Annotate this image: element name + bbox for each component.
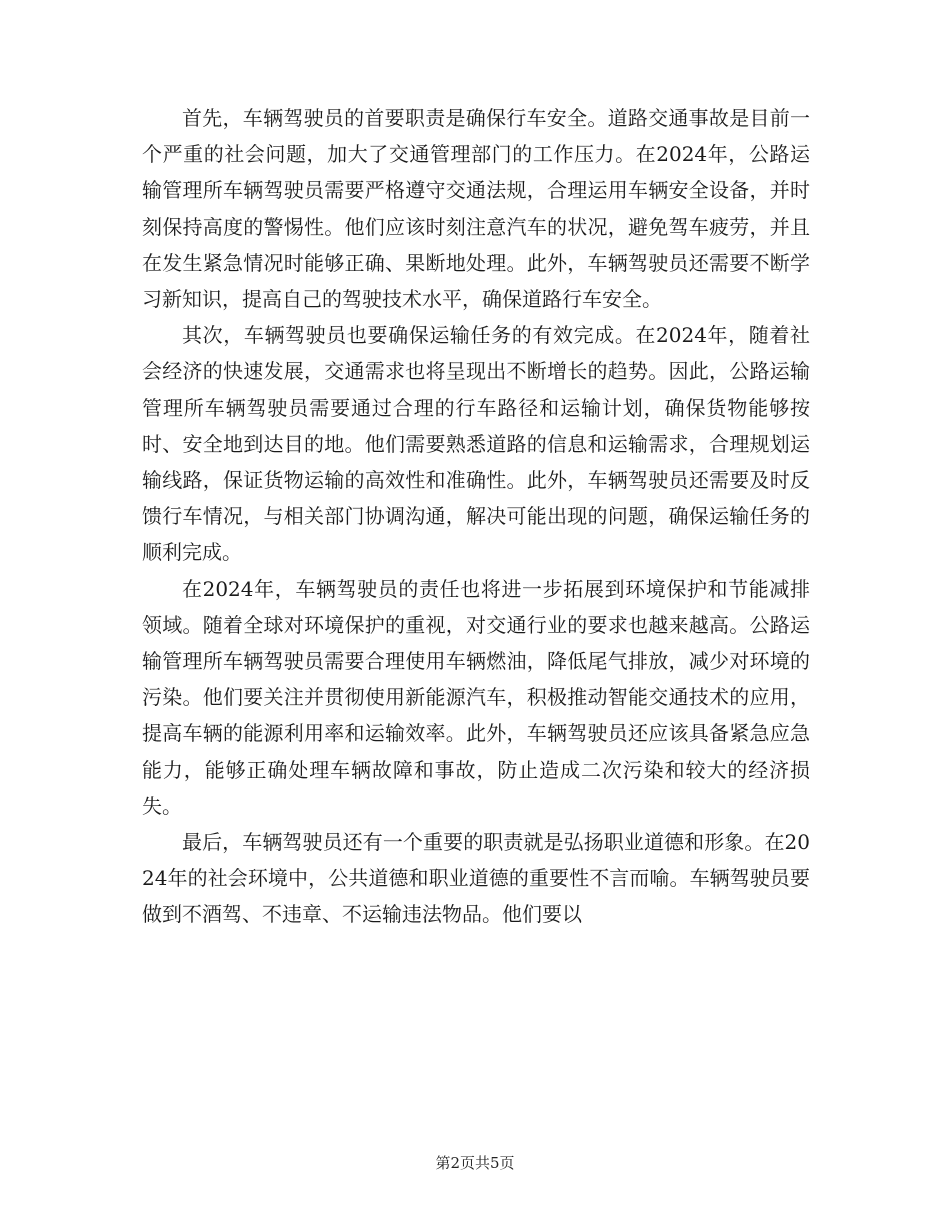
- paragraph-1: 首先，车辆驾驶员的首要职责是确保行车安全。道路交通事故是目前一个严重的社会问题，加大了交通管理部门的工作压力。在2024年，公路运输管理所车辆驾驶员需要严格遵守交通法规，合理运用车辆安全设备，并时刻保持高度的警惕性。他们应该时刻注意汽车的状况，避免驾车疲劳，并且在发生紧急情况时能够正确、果断地处理。此外，车辆驾驶员还需要不断学习新知识，提高自己的驾驶技术水平，确保道路行车安全。: [142, 106, 810, 312]
- page-number-footer: 第2页共5页: [435, 1154, 515, 1172]
- paragraph-2: 其次，车辆驾驶员也要确保运输任务的有效完成。在2024年，随着社会经济的快速发展，交通需求也将呈现出不断增长的趋势。因此，公路运输管理所车辆驾驶员需要通过合理的行车路径和运输计划，确保货物能够按时、安全地到达目的地。他们需要熟悉道路的信息和运输需求，合理规划运输线路，保证货物运输的高效性和准确性。此外，车辆驾驶员还需要及时反馈行车情况，与相关部门协调沟通，解决可能出现的问题，确保运输任务的顺利完成。: [142, 323, 810, 565]
- paragraph-4: 最后，车辆驾驶员还有一个重要的职责就是弘扬职业道德和形象。在2024年的社会环境中，公共道德和职业道德的重要性不言而喻。车辆驾驶员要做到不酒驾、不违章、不运输违法物品。他们要以: [142, 830, 810, 927]
- paragraph-3: 在2024年，车辆驾驶员的责任也将进一步拓展到环境保护和节能减排领域。随着全球对环境保护的重视，对交通行业的要求也越来越高。公路运输管理所车辆驾驶员需要合理使用车辆燃油，降低尾气排放，减少对环境的污染。他们要关注并贯彻使用新能源汽车，积极推动智能交通技术的应用，提高车辆的能源利用率和运输效率。此外，车辆驾驶员还应该具备紧急应急能力，能够正确处理车辆故障和事故，防止造成二次污染和较大的经济损失。: [142, 576, 810, 818]
- document-body: [142, 100, 810, 933]
